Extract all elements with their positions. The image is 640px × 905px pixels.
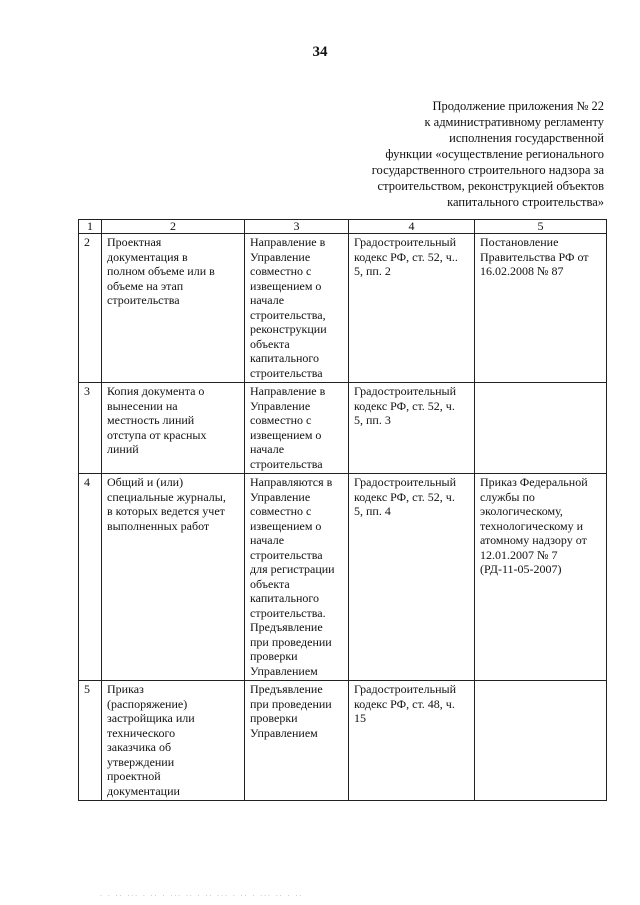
cell-text-line: местность линий (107, 413, 195, 427)
cell-text-line: вынесении на (107, 398, 178, 413)
cell-text-line: (распоряжение) (107, 696, 188, 711)
cell-text-line: атомному надзору от (480, 533, 587, 547)
header-line: государственного строительного надзора за (371, 163, 604, 177)
column-header: 3 (245, 220, 349, 234)
cell-col5 (475, 383, 607, 474)
cell-text-line: Градостроительный (354, 682, 456, 696)
cell-text-line: Направляются в (250, 475, 333, 489)
cell-text-line: совместно с (250, 413, 312, 427)
cell-text-line: Приказ Федеральной (480, 475, 588, 489)
cell-text-line: 12.01.2007 № 7 (480, 547, 558, 562)
table-header-row (79, 220, 607, 234)
cell-text-line: 5, пп. 4 (354, 504, 391, 518)
cell-text-line: 15 (354, 711, 366, 725)
cell-text-line: начале (250, 533, 285, 547)
cell-text-line: Управление (250, 489, 311, 504)
cell-text-line: Направление в (250, 235, 326, 249)
cell-text-line: 5, пп. 2 (354, 264, 391, 278)
cell-text-line: для регистрации (250, 562, 335, 576)
cell-text-line: документации (107, 783, 180, 798)
cell-text-line: Приказ (107, 682, 144, 696)
cell-text-line: кодекс РФ, ст. 52, ч. (354, 489, 455, 504)
cell-text-line: при проведении (250, 696, 332, 711)
cell-text-line: проверки (250, 711, 298, 725)
cell-text-line: Постановление (480, 235, 559, 249)
cell-text-line: совместно с (250, 504, 312, 518)
header-line: функции «осуществление регионального (385, 147, 604, 161)
cell-text-line: кодекс РФ, ст. 48, ч. (354, 696, 455, 711)
cell-text-line: документация в (107, 249, 188, 264)
appendix-header (304, 98, 604, 210)
cell-text-line: капитального (250, 351, 319, 365)
table-row (79, 383, 607, 474)
cell-text-line: выполненных работ (107, 518, 210, 533)
cell-col3 (245, 474, 349, 681)
cell-text-line: полном объеме или в (107, 264, 215, 278)
cell-col4 (349, 681, 475, 801)
cell-text-line: технического (107, 725, 176, 740)
header-line: Продолжение приложения № 22 (432, 99, 604, 113)
cell-text-line: в которых ведется учет (107, 504, 225, 518)
cell-text-line: Предъявление (250, 682, 323, 696)
cell-col4 (349, 474, 475, 681)
column-header: 4 (349, 220, 475, 234)
cell-col2 (102, 681, 245, 801)
cell-text-line: отступа от красных (107, 427, 207, 442)
column-header: 2 (102, 220, 245, 234)
row-number: 3 (79, 383, 102, 474)
cell-text-line: Градостроительный (354, 235, 456, 249)
cell-col5 (475, 234, 607, 383)
cell-text-line: объеме на этап (107, 278, 184, 293)
column-header: 1 (79, 220, 102, 234)
requirements-table (78, 219, 607, 801)
cell-text-line: извещением о (250, 278, 322, 293)
cell-text-line: Управление (250, 398, 311, 413)
table-row (79, 681, 607, 801)
cell-text-line: Градостроительный (354, 475, 456, 489)
cell-text-line: строительства (250, 547, 323, 562)
page-number: 34 (312, 44, 328, 60)
cell-text-line: Управлением (250, 725, 318, 740)
cell-text-line: извещением о (250, 518, 322, 533)
cell-col2 (102, 474, 245, 681)
cell-text-line: Копия документа о (107, 384, 205, 398)
cell-text-line: строительства, (250, 307, 326, 322)
scan-artifact: · · ·· ··· · ·· · ··· ·· · ·· ··· · ·· · ··· ·· · ·· (100, 893, 304, 900)
cell-text-line: 16.02.2008 № 87 (480, 264, 564, 278)
cell-text-line: Направление в (250, 384, 326, 398)
cell-text-line: службы по (480, 489, 535, 504)
table-row (79, 234, 607, 383)
cell-col5 (475, 681, 607, 801)
row-number: 4 (79, 474, 102, 681)
cell-text-line: объекта (250, 336, 290, 351)
cell-text-line: Градостроительный (354, 384, 456, 398)
cell-col3 (245, 681, 349, 801)
cell-text-line: заказчика об (107, 740, 172, 754)
cell-text-line: объекта (250, 576, 290, 591)
cell-text-line: Управлением (250, 663, 318, 678)
cell-text-line: строительства. (250, 605, 326, 620)
cell-text-line: застройщика или (107, 711, 195, 725)
cell-text-line: экологическому, (480, 504, 563, 518)
cell-text-line: технологическому и (480, 518, 584, 533)
cell-text-line: проверки (250, 649, 298, 663)
cell-text-line: реконструкции (250, 322, 327, 336)
cell-text-line: 5, пп. 3 (354, 413, 391, 427)
cell-col5 (475, 474, 607, 681)
cell-text-line: строительства (250, 365, 323, 380)
cell-text-line: строительства (107, 293, 180, 307)
cell-text-line: начале (250, 442, 285, 456)
cell-text-line: специальные журналы, (107, 489, 226, 504)
cell-text-line: начале (250, 293, 285, 307)
header-line: исполнения государственной (449, 131, 604, 145)
cell-col2 (102, 383, 245, 474)
cell-text-line: кодекс РФ, ст. 52, ч. (354, 398, 455, 413)
header-line: к административному регламенту (424, 115, 604, 129)
header-line: капитального строительства» (447, 195, 604, 209)
cell-col4 (349, 383, 475, 474)
cell-col3 (245, 383, 349, 474)
cell-text-line: Правительства РФ от (480, 249, 589, 264)
cell-col2 (102, 234, 245, 383)
cell-text-line: капитального (250, 591, 319, 605)
cell-text-line: совместно с (250, 264, 312, 278)
cell-text-line: Управление (250, 249, 311, 264)
cell-text-line: Общий и (или) (107, 475, 184, 489)
cell-col4 (349, 234, 475, 383)
cell-text-line: проектной (107, 769, 161, 783)
cell-text-line: извещением о (250, 427, 322, 442)
header-line: строительством, реконструкцией объектов (377, 179, 604, 193)
cell-text-line: при проведении (250, 634, 332, 649)
row-number: 5 (79, 681, 102, 801)
cell-text-line: утверждении (107, 754, 175, 769)
cell-col3 (245, 234, 349, 383)
cell-text-line: (РД-11-05-2007) (480, 562, 562, 576)
cell-text-line: кодекс РФ, ст. 52, ч.. (354, 249, 458, 264)
table-row (79, 474, 607, 681)
cell-text-line: Предъявление (250, 620, 323, 634)
cell-text-line: линий (107, 442, 139, 456)
cell-text-line: Проектная (107, 235, 162, 249)
row-number: 2 (79, 234, 102, 383)
column-header: 5 (475, 220, 607, 234)
cell-text-line: строительства (250, 456, 323, 471)
